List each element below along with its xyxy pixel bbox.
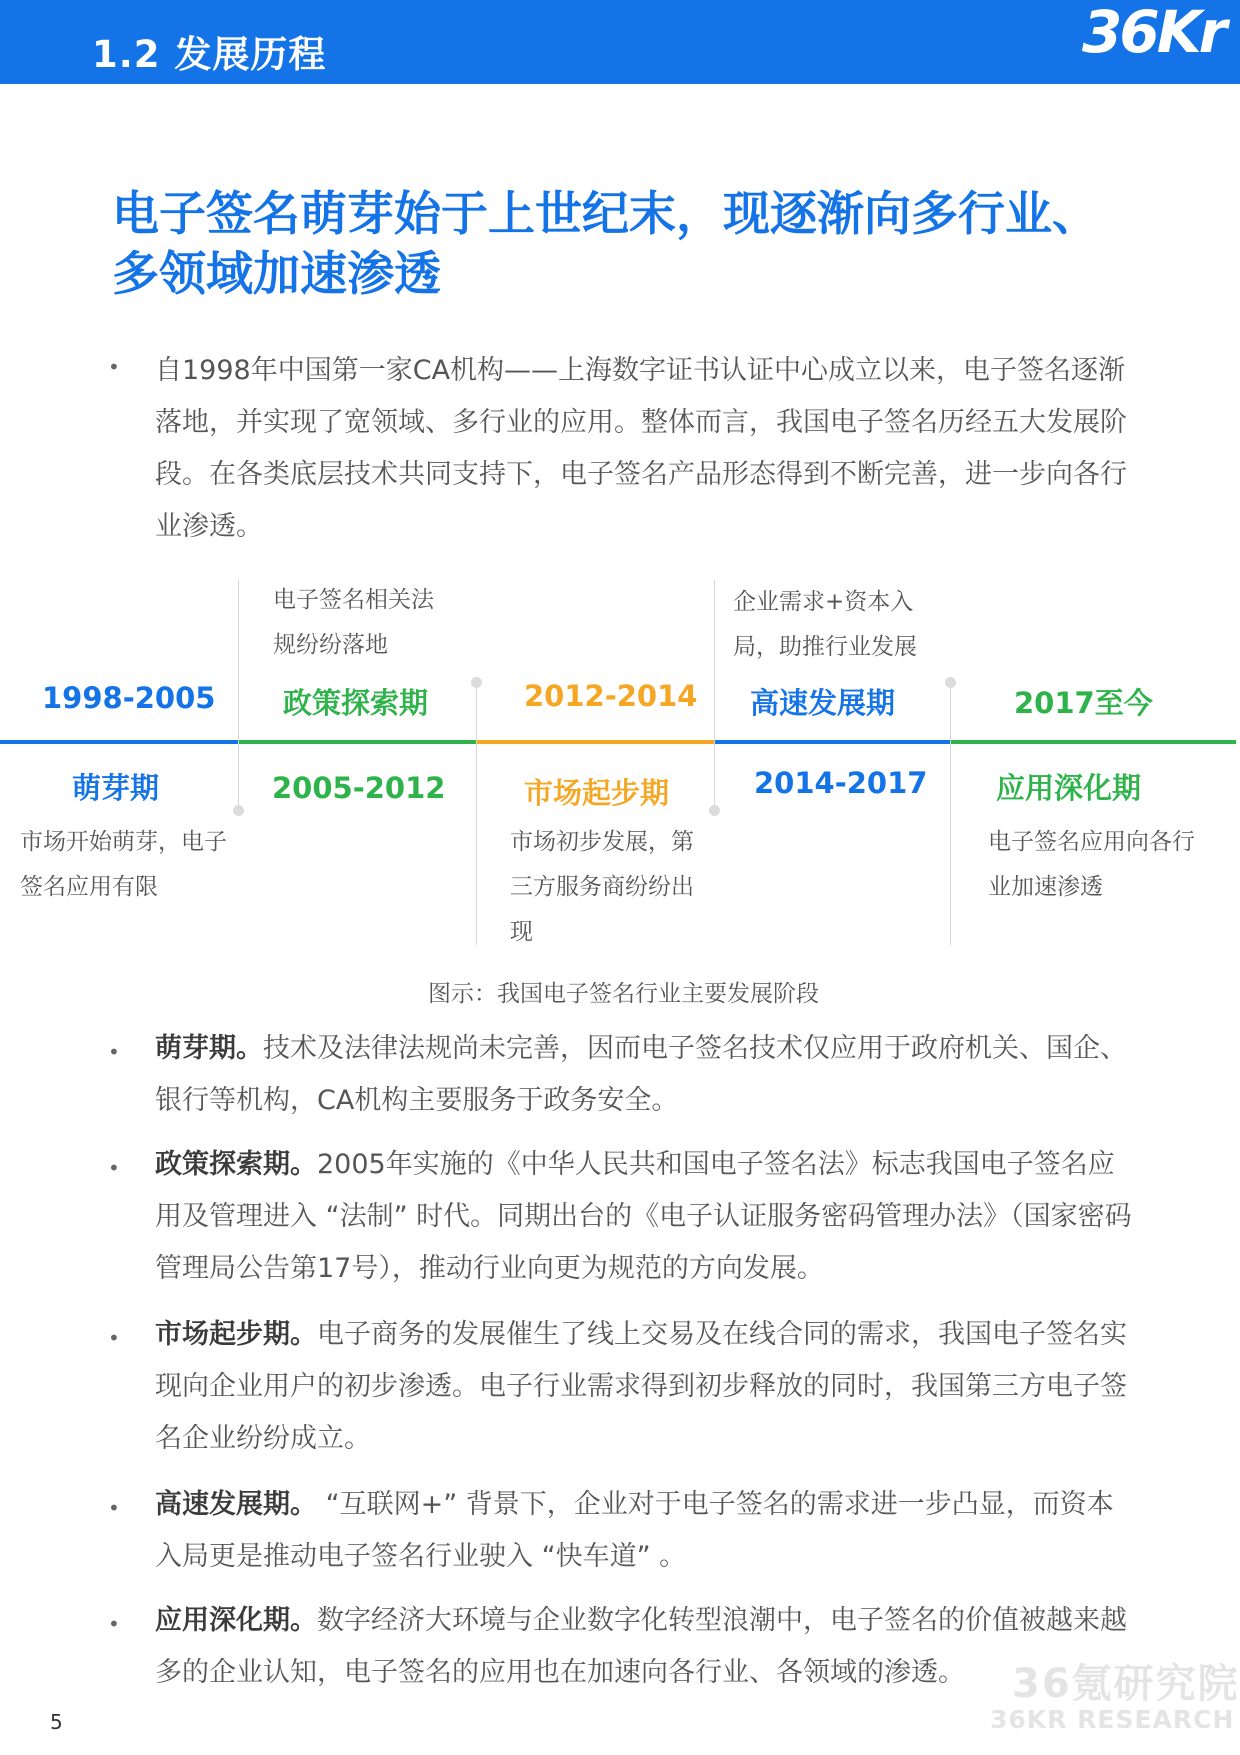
- timeline-divider: [238, 580, 239, 815]
- detail-item: [155, 1479, 1135, 1583]
- detail-item: [155, 1309, 1135, 1465]
- timeline-dot: [471, 677, 482, 688]
- timeline-segment-1: [0, 740, 238, 744]
- stage-name-3: 市场起步期: [524, 776, 670, 810]
- watermark-en: 36KR RESEARCH: [990, 1705, 1235, 1734]
- intro-paragraph: 自1998年中国第一家CA机构——上海数字证书认证中心成立以来，电子签名逐渐落地，并实现了宽领域、多行业的应用。整体而言，我国电子签名历经五大发展阶段。在各类底层技术共同支持下，电子签名产品形态得到不断完善，进一步向各行业渗透。: [155, 355, 1127, 542]
- stage-desc-1: 市场开始萌芽，电子签名应用有限: [20, 829, 227, 900]
- bullet-icon: •: [108, 1040, 120, 1064]
- timeline-divider: [714, 580, 715, 815]
- detail-term: 应用深化期。: [155, 1605, 317, 1636]
- figure-caption: 图示：我国电子签名行业主要发展阶段: [428, 981, 819, 1007]
- bullet-icon: •: [108, 1612, 120, 1636]
- detail-text: 数字经济大环境与企业数字化转型浪潮中，电子签名的价值被越来越多的企业认知，电子签名的应用也在加速向各行业、各领域的渗透。: [155, 1605, 1127, 1688]
- bullet-icon: •: [108, 355, 120, 379]
- detail-term: 政策探索期。: [155, 1149, 317, 1180]
- stage-desc-2: 电子签名相关法规纷纷落地: [273, 587, 434, 658]
- detail-term: 市场起步期。: [155, 1319, 317, 1350]
- stage-years-3: 2012-2014: [524, 679, 698, 713]
- detail-item: [155, 1139, 1135, 1295]
- detail-text: 2005年实施的《中华人民共和国电子签名法》标志我国电子签名应用及管理进入 “法制” 时代。同期出台的《电子认证服务密码管理办法》（国家密码管理局公告第17号），推动行业向更为规范的方向发展。: [155, 1149, 1132, 1284]
- page-header: [0, 0, 1240, 84]
- watermark-cn: 36氪研究院: [1012, 1661, 1240, 1707]
- brand-logo: 36Kr: [1082, 0, 1225, 66]
- detail-text: “互联网+” 背景下，企业对于电子签名的需求进一步凸显，而资本入局更是推动电子签名行业驶入 “快车道” 。: [155, 1489, 1114, 1572]
- stage-years-4: 2014-2017: [754, 766, 928, 800]
- detail-text: 电子商务的发展催生了线上交易及在线合同的需求，我国电子签名实现向企业用户的初步渗透。电子行业需求得到初步释放的同时，我国第三方电子签名企业纷纷成立。: [155, 1319, 1127, 1454]
- timeline-divider: [476, 680, 477, 945]
- timeline-segment-4: [714, 740, 950, 744]
- stage-name-4: 高速发展期: [750, 686, 896, 720]
- timeline-divider: [950, 680, 951, 945]
- detail-term: 高速发展期。: [155, 1489, 317, 1520]
- timeline-dot: [709, 805, 720, 816]
- stage-years-2: 2005-2012: [272, 771, 446, 805]
- page-number: 5: [50, 1710, 63, 1734]
- stage-desc-3: 市场初步发展，第三方服务商纷纷出现: [510, 829, 694, 945]
- bullet-icon: •: [108, 1156, 120, 1180]
- timeline-segment-5: [950, 740, 1236, 744]
- timeline-dot: [233, 805, 244, 816]
- detail-item: [155, 1595, 1135, 1699]
- detail-item: [155, 1023, 1135, 1127]
- timeline-segment-3: [476, 740, 714, 744]
- bullet-icon: •: [108, 1496, 120, 1520]
- stage-name-1: 萌芽期: [72, 771, 160, 805]
- timeline-segment-2: [238, 740, 476, 744]
- page-headline: 电子签名萌芽始于上世纪末，现逐渐向多行业、多领域加速渗透: [112, 187, 1099, 302]
- stage-years-5: 2017至今: [1014, 686, 1153, 720]
- stage-desc-4: 企业需求+资本入局，助推行业发展: [733, 589, 917, 660]
- bullet-icon: •: [108, 1326, 120, 1350]
- stage-name-2: 政策探索期: [283, 686, 429, 720]
- detail-term: 萌芽期。: [155, 1033, 263, 1064]
- timeline-dot: [945, 677, 956, 688]
- stage-years-1: 1998-2005: [42, 681, 216, 715]
- stage-name-5: 应用深化期: [996, 771, 1142, 805]
- stage-desc-5: 电子签名应用向各行业加速渗透: [988, 829, 1195, 900]
- section-title: 1.2 发展历程: [92, 33, 327, 76]
- detail-text: 技术及法律法规尚未完善，因而电子签名技术仅应用于政府机关、国企、银行等机构，CA机构主要服务于政务安全。: [155, 1033, 1127, 1116]
